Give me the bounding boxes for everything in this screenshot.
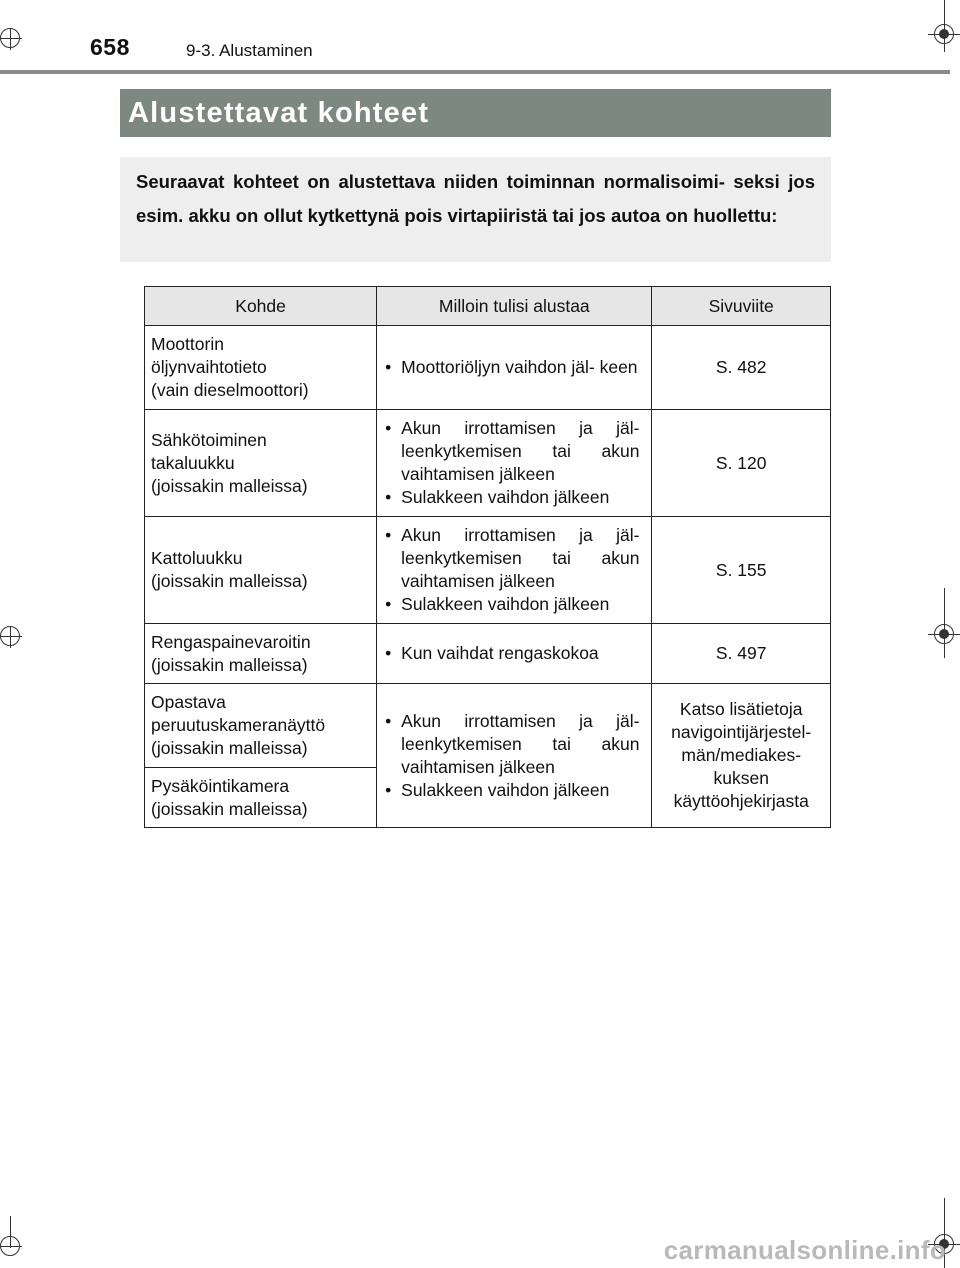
item-cell bbox=[145, 517, 377, 624]
when-cell bbox=[377, 410, 652, 517]
bullet-item: • Sulakkeen vaihdon jälkeen bbox=[383, 486, 639, 509]
table-row bbox=[145, 326, 831, 410]
ref-cell bbox=[652, 684, 831, 828]
bullet-item: • Akun irrottamisen ja jäl- leenkytkemisen tai akun vaihtamisen jälkeen bbox=[383, 417, 639, 486]
section-title: Alustettavat kohteet bbox=[120, 89, 831, 137]
section-label: 9-3. Alustaminen bbox=[186, 41, 313, 60]
item-line: Moottorin bbox=[151, 334, 224, 354]
item-line: öljynvaihtotieto bbox=[151, 357, 267, 377]
item-cell bbox=[145, 624, 377, 684]
item-cell bbox=[145, 326, 377, 410]
when-cell bbox=[377, 517, 652, 624]
table-row bbox=[145, 410, 831, 517]
bullet-item: • Akun irrottamisen ja jäl- leenkytkemisen tai akun vaihtamisen jälkeen bbox=[383, 524, 639, 593]
when-cell bbox=[377, 684, 652, 828]
item-cell bbox=[145, 768, 377, 828]
ref-line: kuksen bbox=[713, 768, 769, 788]
item-line: Kattoluukku bbox=[151, 548, 243, 568]
item-line: takaluukku bbox=[151, 452, 235, 473]
bullet-item: • Sulakkeen vaihdon jälkeen bbox=[383, 779, 639, 802]
bullet-item: • Kun vaihdat rengaskokoa bbox=[383, 642, 639, 665]
ref-line: Katso lisätietoja bbox=[679, 699, 803, 719]
column-header-when: Milloin tulisi alustaa bbox=[377, 287, 652, 326]
table-row bbox=[145, 684, 831, 768]
page-reference: S. 155 bbox=[715, 559, 767, 580]
item-line: peruutuskameranäyttö bbox=[151, 715, 326, 735]
table-row bbox=[145, 517, 831, 624]
ref-cell bbox=[652, 517, 831, 624]
item-line: Rengaspainevaroitin bbox=[151, 631, 311, 652]
bullet-item: • Moottoriöljyn vaihdon jäl- keen bbox=[383, 356, 639, 379]
item-line: (joissakin malleissa) bbox=[151, 798, 308, 819]
header-rule bbox=[0, 70, 950, 74]
page-number: 658 bbox=[90, 34, 130, 60]
item-line: (vain dieselmoottori) bbox=[151, 380, 309, 400]
column-header-ref: Sivuviite bbox=[652, 287, 831, 326]
watermark: carmanualsonline.info bbox=[663, 1235, 946, 1265]
page-reference: S. 497 bbox=[715, 643, 767, 663]
item-cell bbox=[145, 410, 377, 517]
column-header-item: Kohde bbox=[145, 287, 377, 326]
table-row bbox=[145, 624, 831, 684]
page-reference: S. 120 bbox=[715, 452, 767, 473]
item-line: (joissakin malleissa) bbox=[151, 654, 308, 675]
item-cell bbox=[145, 684, 377, 768]
bullet-item: • Akun irrottamisen ja jäl- leenkytkemisen tai akun vaihtamisen jälkeen bbox=[383, 710, 639, 779]
ref-line: käyttöohjekirjasta bbox=[673, 791, 809, 811]
table-header-row bbox=[145, 287, 831, 326]
item-line: Sähkötoiminen bbox=[151, 429, 267, 450]
ref-cell bbox=[652, 410, 831, 517]
item-line: (joissakin malleissa) bbox=[151, 738, 308, 758]
item-line: (joissakin malleissa) bbox=[151, 571, 308, 591]
ref-cell bbox=[652, 326, 831, 410]
bullet-item: • Sulakkeen vaihdon jälkeen bbox=[383, 593, 639, 616]
intro-text: Seuraavat kohteet on alustettava niiden toiminnan normalisoimi- seksi jos esim. akku on ollut kytkettynä pois virtapiiristä tai jos autoa on huollettu: bbox=[120, 157, 831, 262]
reset-items-table bbox=[144, 286, 831, 828]
item-line: Pysäköintikamera bbox=[151, 775, 290, 796]
item-line: Opastava bbox=[151, 692, 226, 712]
when-cell bbox=[377, 624, 652, 684]
ref-line: navigointijärjestel- bbox=[671, 722, 812, 742]
when-cell bbox=[377, 326, 652, 410]
item-line: (joissakin malleissa) bbox=[151, 475, 308, 496]
ref-cell bbox=[652, 624, 831, 684]
ref-line: män/mediakes- bbox=[681, 745, 802, 765]
page-reference: S. 482 bbox=[715, 357, 767, 377]
